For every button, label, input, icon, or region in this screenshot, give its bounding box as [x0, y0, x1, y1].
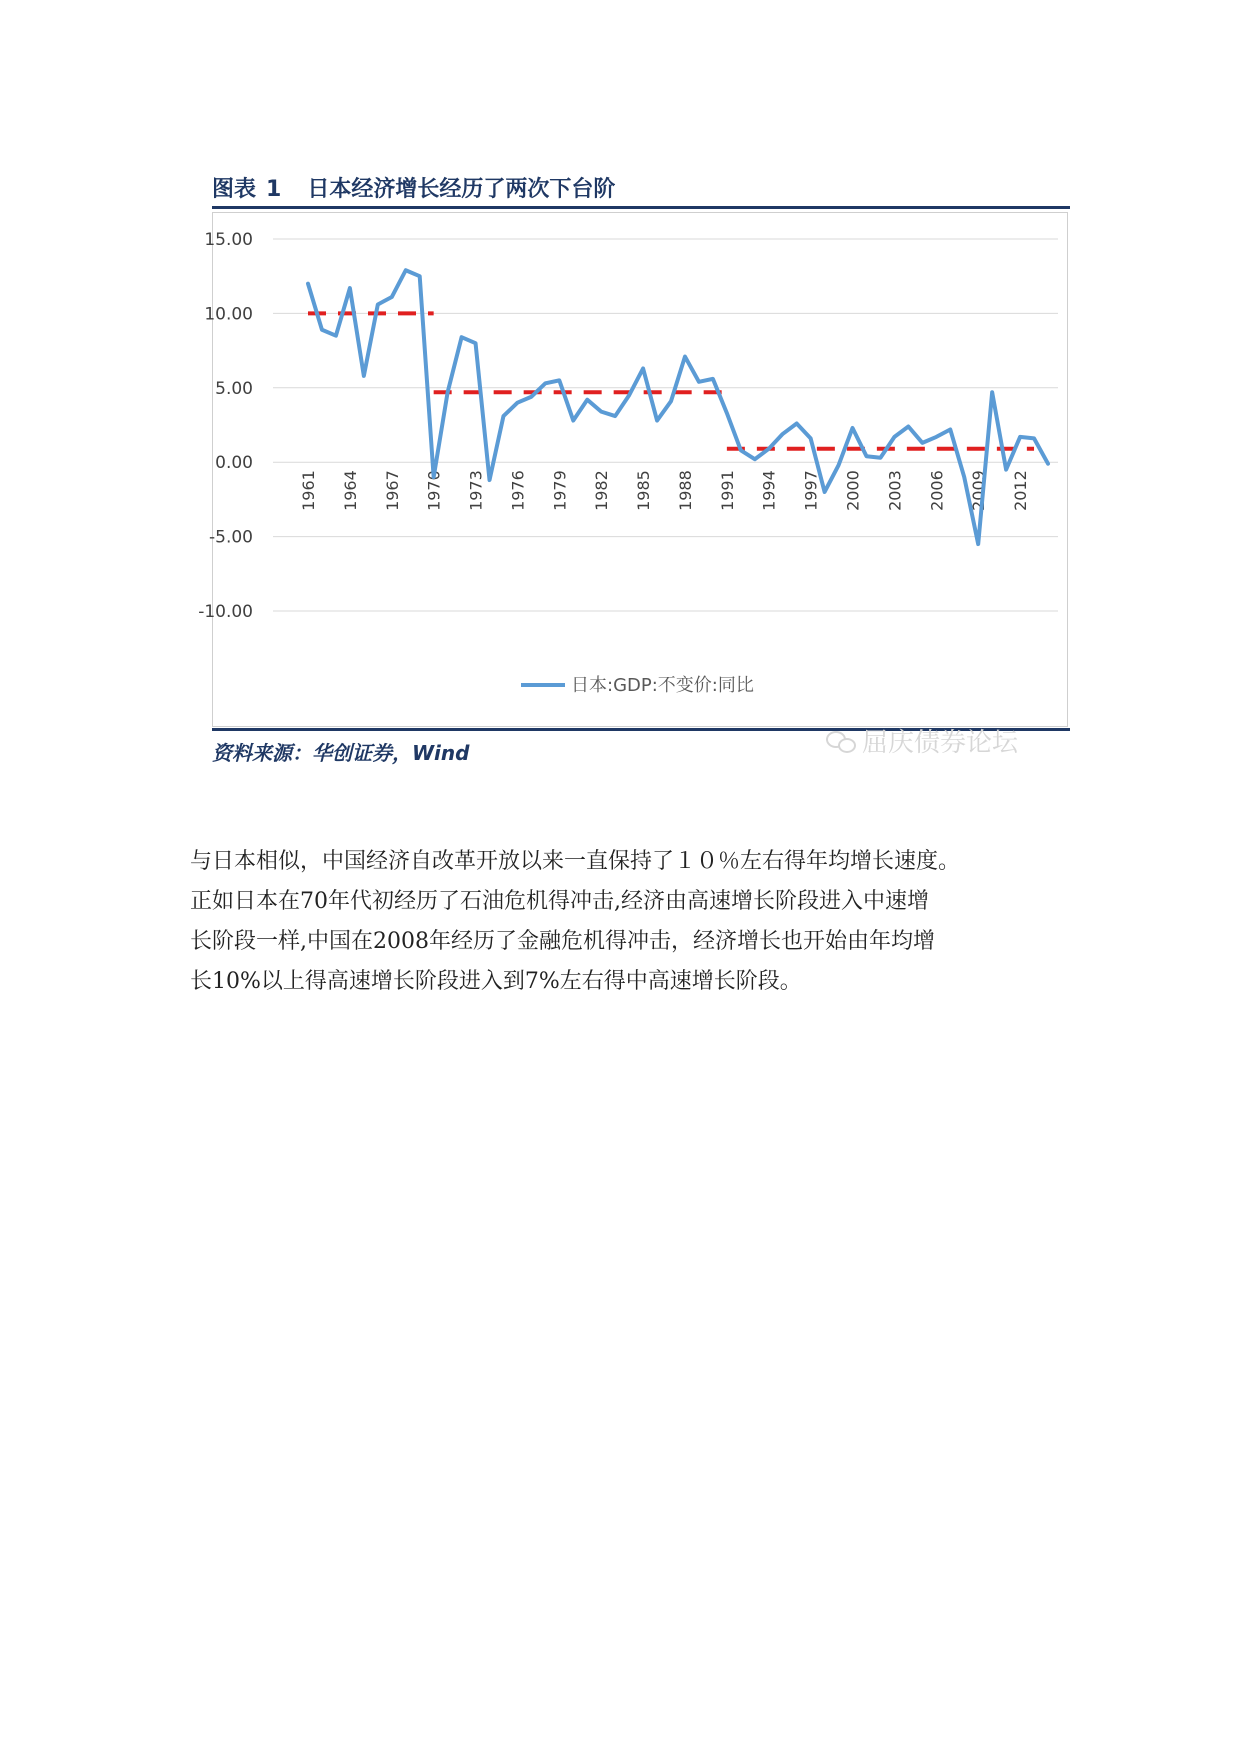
watermark-text: 屈庆债券论坛 — [862, 728, 1019, 758]
x-tick-label: 1997 — [801, 470, 821, 511]
x-tick-label: 2012 — [1011, 470, 1031, 511]
x-tick-label: 2009 — [969, 470, 989, 511]
x-tick-label: 1970 — [424, 470, 444, 511]
paragraph-line: 长阶段一样,中国在2008年经历了金融危机得冲击，经济增长也开始由年均增 — [190, 929, 935, 954]
y-tick-label: -5.00 — [209, 527, 253, 548]
figure-label: 图表 — [212, 177, 257, 202]
gdp-line-chart — [198, 213, 1067, 726]
x-tick-label: 1994 — [759, 470, 779, 511]
x-tick-label: 1961 — [299, 470, 318, 511]
y-tick-label: -10.00 — [198, 602, 253, 622]
x-tick-label: 1973 — [466, 470, 486, 511]
figure-source: 资料来源：华创证券，Wind — [212, 741, 470, 765]
paragraph-line: 正如日本在70年代初经历了石油危机得冲击,经济由高速增长阶段进入中速增 — [190, 889, 929, 914]
x-tick-label: 2003 — [885, 470, 905, 511]
chart-frame — [198, 212, 1068, 727]
paragraph-line: 长10%以上得高速增长阶段进入到7%左右得中高速增长阶段。 — [190, 969, 802, 994]
y-tick-label: 15.00 — [204, 230, 253, 250]
wechat-icon — [826, 729, 856, 753]
figure-number: 1 — [266, 177, 282, 202]
x-tick-label: 2000 — [843, 470, 863, 511]
x-tick-label: 1991 — [717, 470, 737, 511]
x-tick-label: 1982 — [592, 470, 612, 511]
x-tick-label: 1976 — [508, 470, 528, 511]
figure-top-rule — [212, 206, 1070, 209]
x-tick-label: 1988 — [675, 470, 695, 511]
y-tick-label: 10.00 — [204, 304, 253, 325]
y-tick-label: 0.00 — [215, 453, 253, 474]
body-paragraph — [190, 842, 1070, 1002]
x-tick-label: 1985 — [634, 470, 654, 511]
watermark — [826, 722, 1018, 759]
paragraph-line: 与日本相似，中国经济自改革开放以来一直保持了１０％左右得年均增长速度。 — [190, 849, 961, 874]
x-tick-label: 1964 — [340, 470, 360, 511]
figure-title-text: 日本经济增长经历了两次下台阶 — [307, 177, 616, 202]
x-tick-label: 1979 — [550, 470, 570, 511]
y-tick-label: 5.00 — [215, 378, 253, 399]
x-tick-label: 2006 — [927, 470, 947, 511]
x-tick-label: 1967 — [382, 470, 402, 511]
legend-label: 日本:GDP:不变价:同比 — [571, 675, 754, 696]
figure-title — [212, 172, 1072, 203]
